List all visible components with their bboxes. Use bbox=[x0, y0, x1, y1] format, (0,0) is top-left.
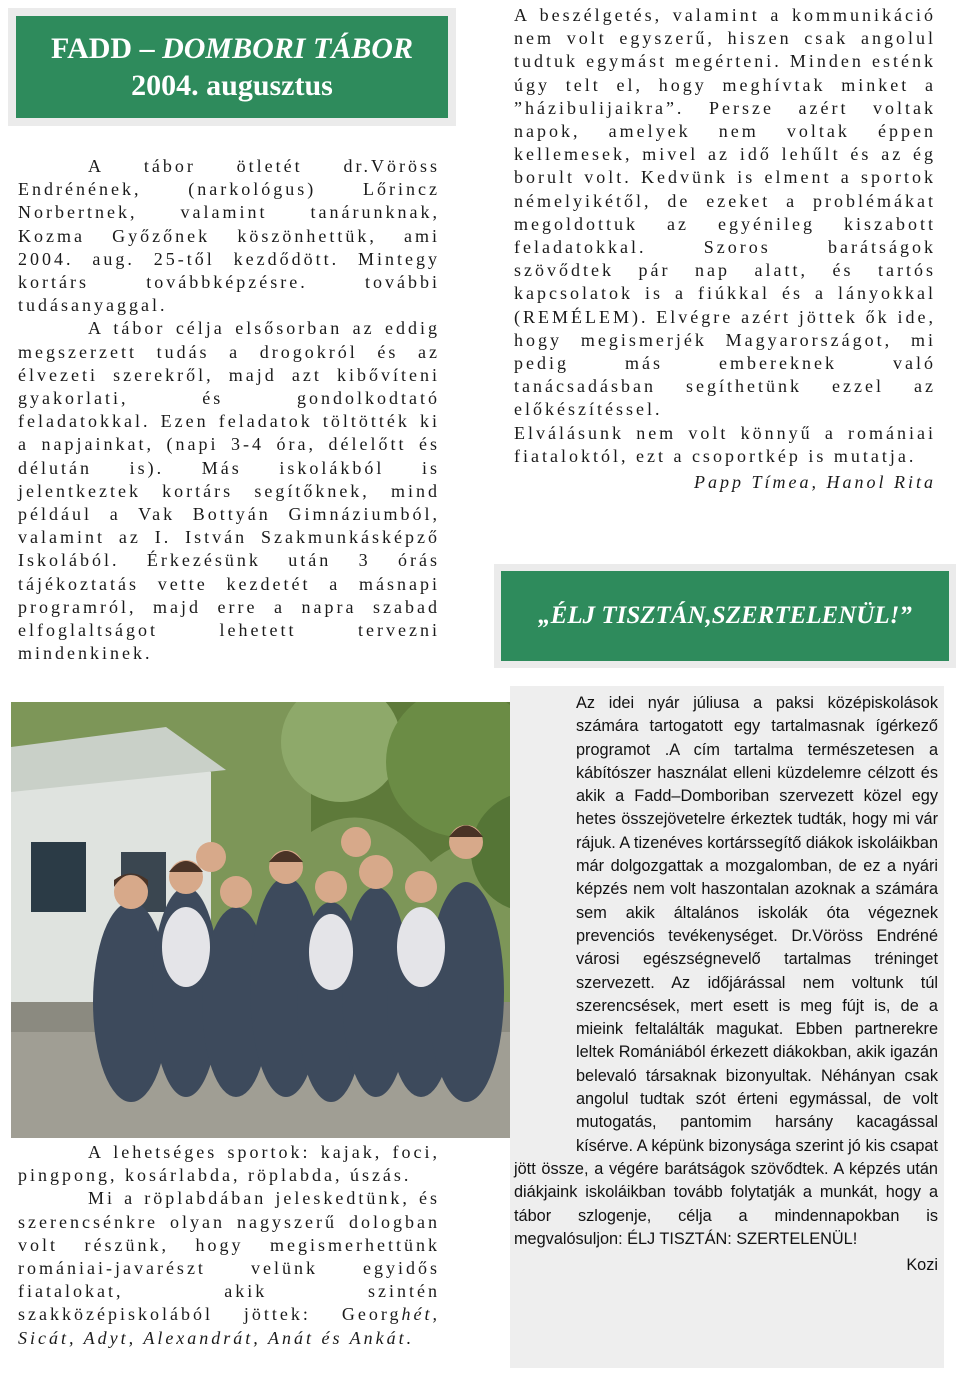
left-column-bottom bbox=[18, 1141, 440, 1350]
article-indent-gap bbox=[514, 692, 576, 1146]
slogan-banner bbox=[494, 564, 956, 668]
slogan-text: „ÉLJ TISZTÁN,SZERTELENÜL!” bbox=[501, 571, 949, 661]
paragraph-camp-goal: A tábor célja elsősorban az eddig megszerzett tudás a drogokról és az élvezeti szerekről, majd azt kibővíteni gyakorlati, és gondolkodtató feladatokkal. Ezen feladatok töltötték ki a napjainkat, (napi 3-4 óra, délelőtt és délután is). Más iskolákból is jelentkeztek kortárs segítőknek, mind például a Vak Bottyán Gimnáziumból, valamint az I. István Szakmunkásképző Iskolából. Érkezésünk után 3 órás tájékoztatás vette kezdetét a másnapi programról, majd erre a napra szabad elfoglaltságot lehetett tervezni mindenkinek. bbox=[18, 318, 440, 664]
title-banner bbox=[8, 8, 456, 126]
paragraph-farewell: Elválásunk nem volt könnyű a romániai fiataloktól, ezt a csoportkép is mutatja. bbox=[514, 422, 936, 466]
paragraph-sports: A lehetséges sportok: kajak, foci, pingpong, kosárlabda, röplabda, úszás. bbox=[18, 1142, 440, 1186]
paragraph-volleyball: Mi a röplabdában jeleskedtünk, és szerencsénkre olyan nagyszerű dologban volt részünk, hogy megismerhettünk romániai-javarészt velünk egyidős fiatalokat, akik szintén szakközépiskolából jöttek: Georghét, Sicát, Adyt, Alexandrát, Anát és Ankát. bbox=[18, 1188, 440, 1348]
right-column-top bbox=[514, 4, 936, 494]
group-photo bbox=[11, 702, 557, 1138]
article-byline: Kozi bbox=[906, 1256, 938, 1275]
paragraph-camp-idea: A tábor ötletét dr.Vöröss Endrénének, (narkológus) Lőrincz Norbertnek, valamint tanárunknak, Kozma Győzőnek köszönhettük, ami 2004. aug. 25-től kezdődött. Mintegy kortárs továbbképzésre. további tudásanyaggal. bbox=[18, 156, 440, 316]
title-banner-inner bbox=[16, 16, 448, 118]
title-line-2: 2004. augusztus bbox=[131, 69, 333, 102]
signature-authors: Papp Tímea, Hanol Rita bbox=[694, 472, 936, 493]
title-line-1: FADD – DOMBORI TÁBOR bbox=[51, 32, 413, 65]
group-photo-illustration bbox=[11, 702, 557, 1138]
paragraph-communication: A beszélgetés, valamint a kommunikáció nem volt egyszerű, hiszen csak angolul tudtuk egymást megérteni. Minden esténk úgy telt el, hogy meghívtak minket a ”házibulijaikra”. Persze azért voltak napok, amelyek nem voltak éppen kellemesek, mivel az idő lehűlt és az ég borult volt. Kedvünk is elment a sportok némelyikétől, de ezeket a problémákat megoldottuk az egyénileg kiszabott feladatokkal. Szoros barátságok szövődtek pár nap alatt, és tartós kapcsolatok is a fiúkkal és a lányokkal (REMÉLEM). Elvégre azért jöttek ők ide, hogy megismerjék Magyarországot, mi pedig más embereknek való tanácsadásban segíthetünk ezzel az előkészítéssel. bbox=[514, 5, 936, 420]
article-body: Az idei nyár júliusa a paksi középiskolások számára tartogatott egy tartalmasnak ígérkező programot .A cím tartalma természetesen a kábítószer használat elleni küzdelemre célzott és akik a Fadd–Domboriban szervezett közel egy hetes összejövetelre érkeztek tudták, hogy mi vár rájuk. A tizenéves kortárssegítő diákok iskoláikban már dolgozgattak a mozgalomban, de ez a nyári képzés nem volt haszontalan azoknak a számára sem akik általános iskolák óta végeznek prevenciós tevékenységet. Dr.Vöröss Endréné városi egészségnevelő tartalmas tréninget szervezett. Az időjárással nem voltunk túl szerencsések, mert esett is meg fújt is, de a mieink feltalálták magukat. Ebben partnerekre leltek Romániából érkezett diákokban, akik igazán belevaló társaknak bizonyultak. Néhányan csak angolul tudtak szót érteni egymással, de volt mutogatás, pantomim harsány kacagással kísérve. A képünk bizonysága szerint jó kis csapat jött össze, a végére barátságok szövődtek. A képzés után diákjaink iskoláikban tovább folytatják a munkát, hogy a tábor szlogenje, célja a mindennapokban is megvalósuljon: ÉLJ TISZTÁN: SZERTELENÜL! bbox=[514, 694, 938, 1248]
left-column-top bbox=[18, 155, 440, 665]
article-column bbox=[514, 692, 938, 1277]
